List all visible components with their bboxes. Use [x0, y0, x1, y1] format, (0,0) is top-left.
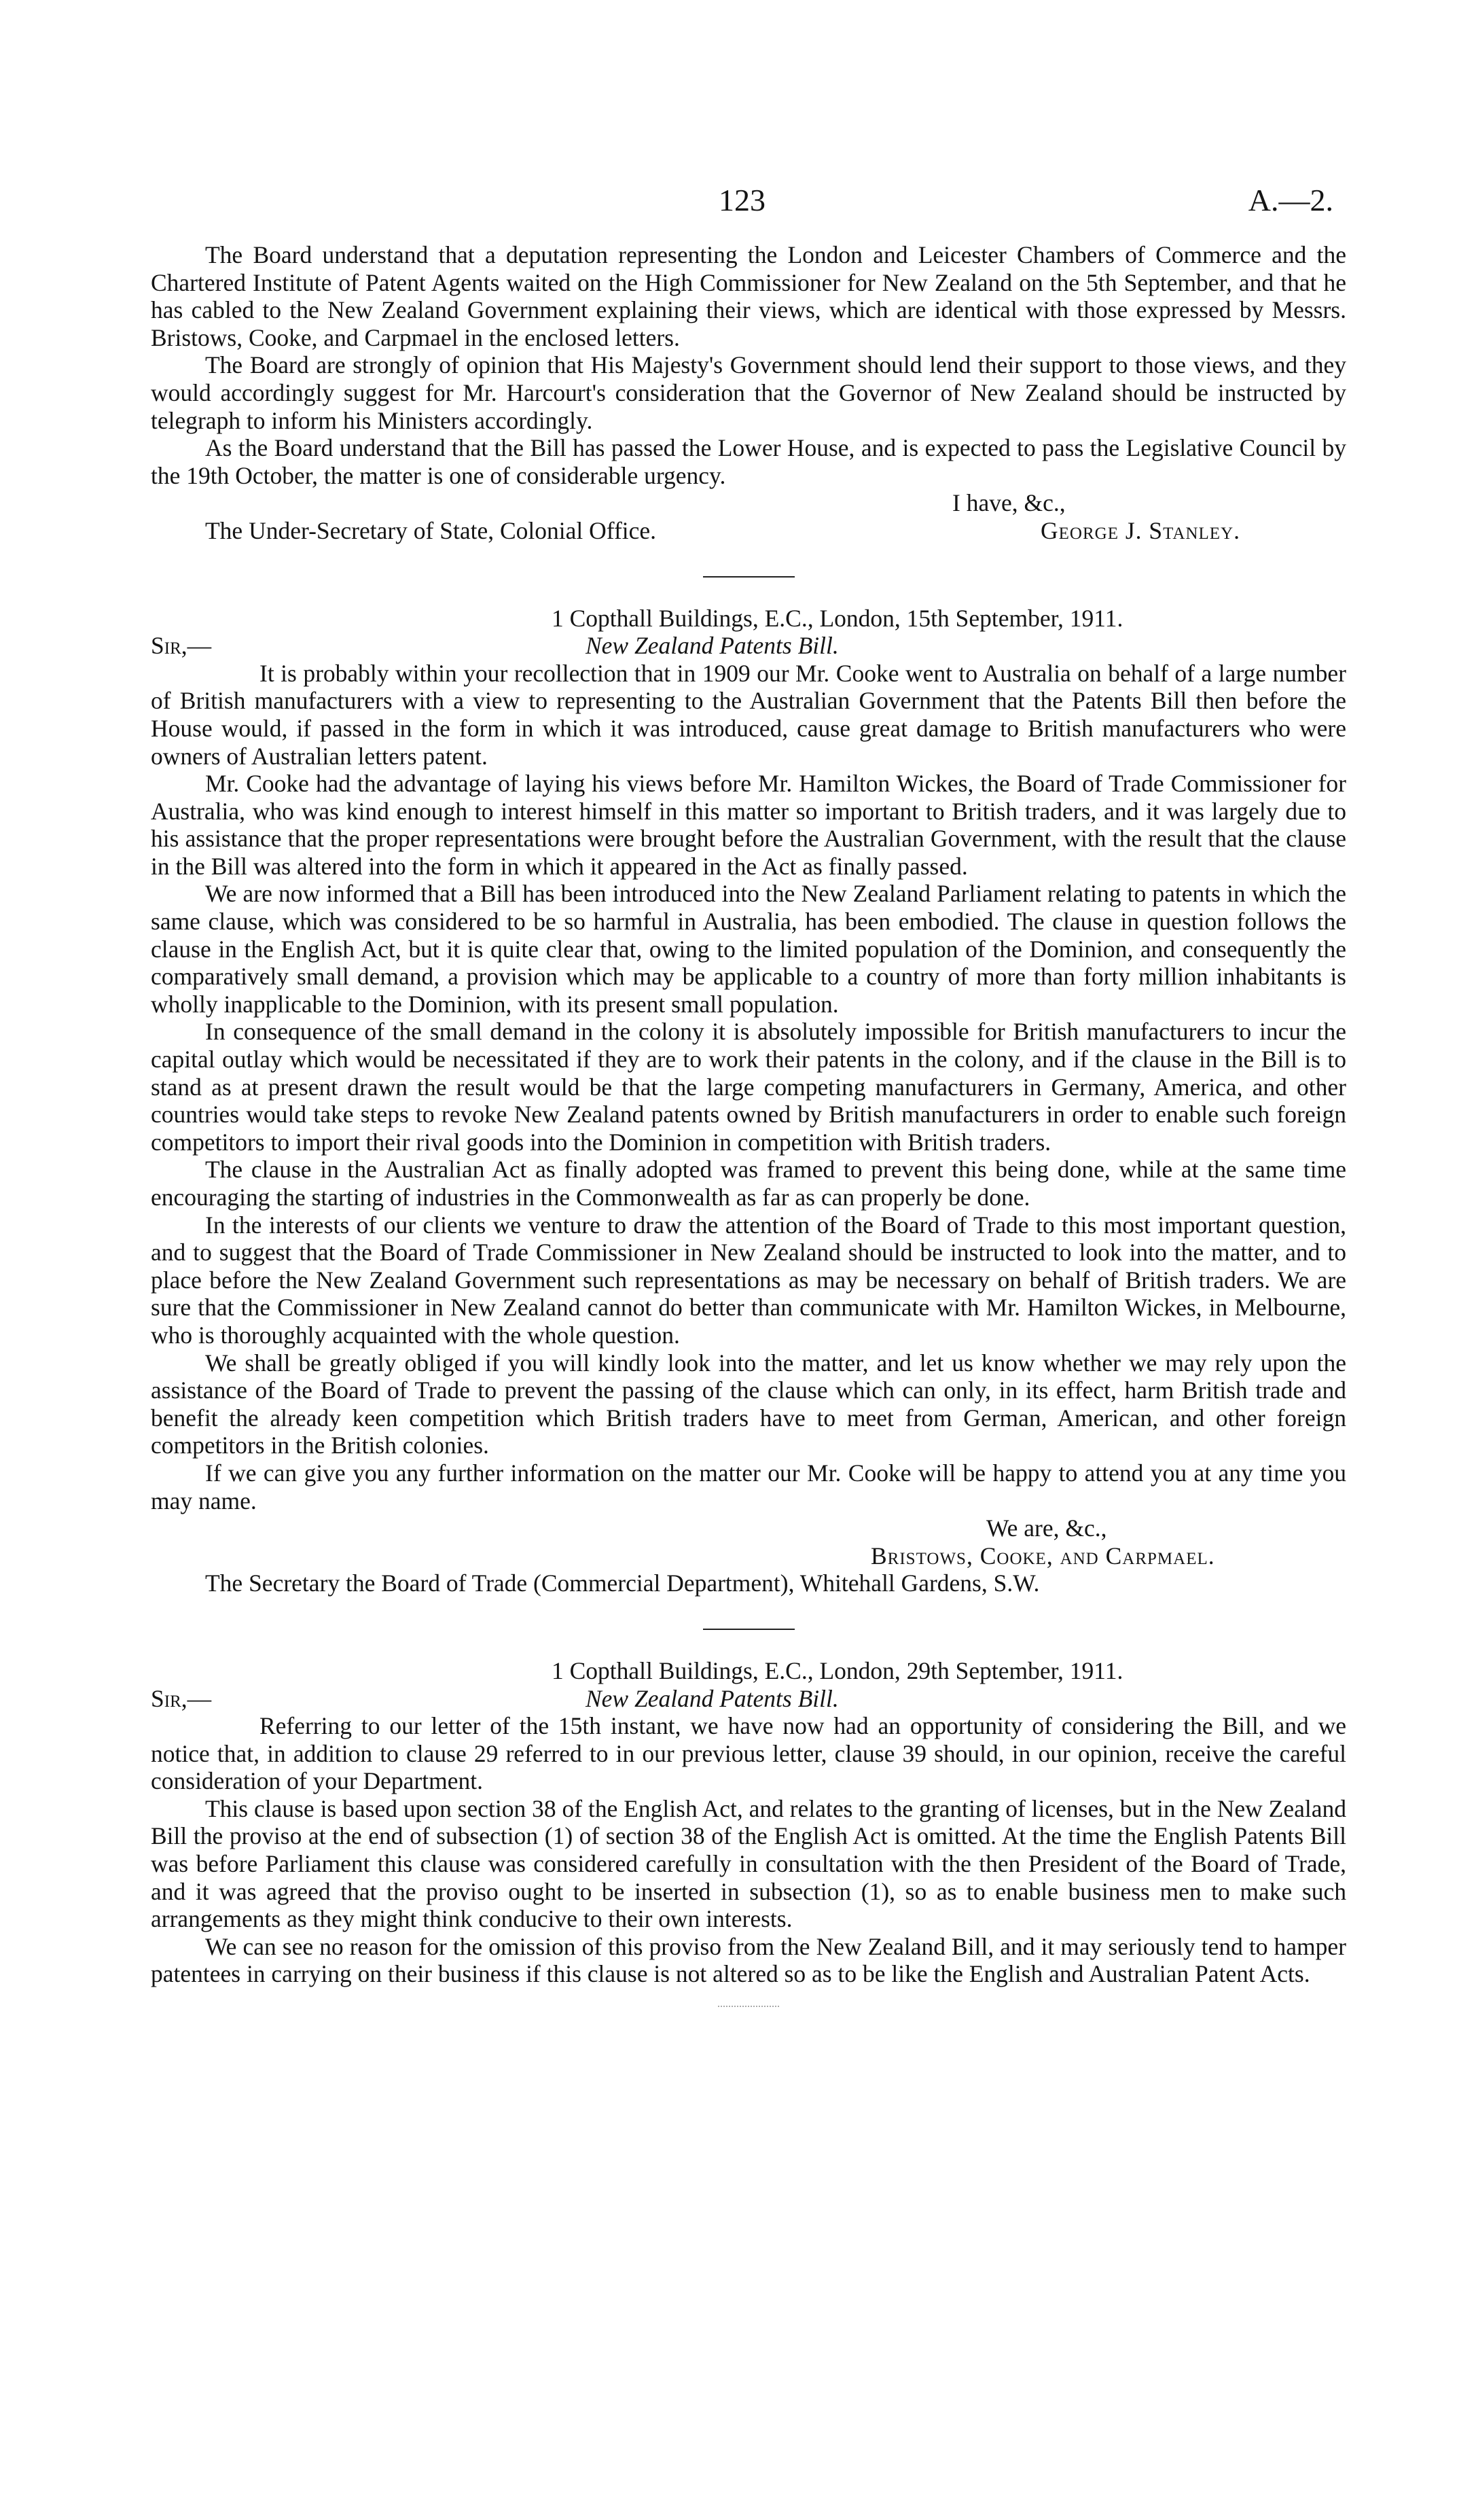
paragraph: Referring to our letter of the 15th instant, we have now had an opportunity of considering the Bill, and we notice that, in addition to clause 29 referred to in our previous letter, clause 39 should, in our opinion, receive the careful consideration of your Department.: [151, 1712, 1346, 1795]
signature-line: [151, 1542, 1346, 1570]
section-divider: [703, 1629, 795, 1630]
closing-line: [151, 489, 1346, 517]
page-number: 123: [719, 183, 766, 217]
subject-line: New Zealand Patents Bill.: [586, 632, 839, 660]
page-header: [0, 182, 1476, 230]
closing-line: [151, 1514, 1346, 1542]
paragraph: In consequence of the small demand in the colony it is absolutely impossible for British manufacturers to incur the capital outlay which would be necessitated if they are to work their patents in the colony, and if the clause in the Bill is to stand as at present drawn the result would be that the large competing manufacturers in Germany, America, and other countries would take steps to revoke New Zealand patents owned by British manufacturers in order to enable such foreign competitors to import their rival goods into the Dominion in competition with British traders.: [151, 1018, 1346, 1156]
addressee: The Under-Secretary of State, Colonial Office.: [205, 516, 657, 544]
letter-board-of-trade: [151, 241, 1346, 545]
end-mark: [718, 2006, 779, 2008]
paragraph: If we can give you any further information on the matter our Mr. Cooke will be happy to attend you at any time you may name.: [151, 1459, 1346, 1514]
paragraph: It is probably within your recollection that in 1909 our Mr. Cooke went to Australia on behalf of a large number of British manufacturers with a view to representing to the Australian Government that the Patents Bill then before the House would, if passed in the form in which it was introduced, cause great damage to British manufacturers who were owners of Australian letters patent.: [151, 659, 1346, 770]
addressee-line: [151, 1569, 1346, 1597]
paragraph: This clause is based upon section 38 of the English Act, and relates to the granting of licenses, but in the New Zealand Bill the proviso at the end of subsection (1) of section 38 of the English Act is omitted. At the time the English Patents Bill was before Parliament this clause was considered carefully in consultation with the then President of the Board of Trade, and it was agreed that the proviso ought to be inserted in subsection (1), so as to enable business men to make such arrangements as they might think conducive to their own interests.: [151, 1794, 1346, 1933]
paragraph: The clause in the Australian Act as finally adopted was framed to prevent this being done, while at the same time encouraging the starting of industries in the Commonwealth as far as can properly be done.: [151, 1156, 1346, 1211]
subject-line: New Zealand Patents Bill.: [586, 1684, 839, 1712]
paragraph: The Board are strongly of opinion that His Majesty's Government should lend their support to those views, and they would accordingly suggest for Mr. Harcourt's consideration that the Governor of New Zealand should be instructed by telegraph to inform his Ministers accordingly.: [151, 351, 1346, 434]
paragraph: We can see no reason for the omission of this proviso from the New Zealand Bill, and it may seriously tend to hamper patentees in carrying on their business if this clause is not altered so as to be like the English and Australian Patent Acts.: [151, 1932, 1346, 1988]
closing-phrase: We are, &c.,: [986, 1514, 1107, 1542]
salutation: Sir,—: [151, 632, 212, 660]
signature: George J. Stanley.: [1041, 516, 1240, 544]
addressee: The Secretary the Board of Trade (Commercial Department), Whitehall Gardens, S.W.: [205, 1569, 1040, 1597]
document-reference: A.—2.: [1248, 183, 1333, 217]
letter-15th-september: [151, 605, 1346, 1597]
paragraph: We shall be greatly obliged if you will kindly look into the matter, and let us know whether we may rely upon the assistance of the Board of Trade to prevent the passing of the clause which can only, in its effect, harm British trade and benefit the already keen competition which British traders have to meet from German, American, and other foreign competitors in the British colonies.: [151, 1349, 1346, 1459]
signature: Bristows, Cooke, and Carpmael.: [871, 1542, 1215, 1569]
address-date: 1 Copthall Buildings, E.C., London, 15th September, 1911.: [552, 604, 1123, 632]
document-body: [151, 241, 1346, 2008]
addressee-signature-line: [151, 517, 1346, 545]
letter-heading: [151, 605, 1346, 660]
section-divider: [703, 576, 795, 578]
paragraph: We are now informed that a Bill has been introduced into the New Zealand Parliament relating to patents in which the same clause, which was considered to be so harmful in Australia, has been embodied. The clause in question follows the clause in the English Act, but it is quite clear that, owing to the limited population of the Dominion, and consequently the comparatively small demand, a provision which may be applicable to a country of more than forty million inhabitants is wholly inapplicable to the Dominion, with its present small population.: [151, 880, 1346, 1018]
paragraph: In the interests of our clients we venture to draw the attention of the Board of Trade to this most important question, and to suggest that the Board of Trade Commissioner in New Zealand should be instructed to look into the matter, and to place before the New Zealand Government such representations as may be necessary on behalf of British traders. We are sure that the Commissioner in New Zealand cannot do better than communicate with Mr. Hamilton Wickes, in Melbourne, who is thoroughly acquainted with the whole question.: [151, 1211, 1346, 1349]
paragraph: Mr. Cooke had the advantage of laying his views before Mr. Hamilton Wickes, the Board of Trade Commissioner for Australia, who was kind enough to interest himself in this matter so important to British traders, and it was largely due to his assistance that the proper representations were brought before the Australian Government, with the result that the clause in the Bill was altered into the form in which it appeared in the Act as finally passed.: [151, 770, 1346, 880]
letter-29th-september: [151, 1657, 1346, 1988]
salutation: Sir,—: [151, 1684, 212, 1712]
address-date: 1 Copthall Buildings, E.C., London, 29th September, 1911.: [552, 1656, 1123, 1684]
letter-heading: [151, 1657, 1346, 1712]
paragraph: The Board understand that a deputation representing the London and Leicester Chambers of Commerce and the Chartered Institute of Patent Agents waited on the High Commissioner for New Zealand on the 5th September, and that he has cabled to the New Zealand Government explaining their views, which are identical with those expressed by Messrs. Bristows, Cooke, and Carpmael in the enclosed letters.: [151, 241, 1346, 351]
paragraph: As the Board understand that the Bill has passed the Lower House, and is expected to pass the Legislative Council by the 19th October, the matter is one of considerable urgency.: [151, 434, 1346, 489]
closing-phrase: I have, &c.,: [952, 489, 1066, 517]
